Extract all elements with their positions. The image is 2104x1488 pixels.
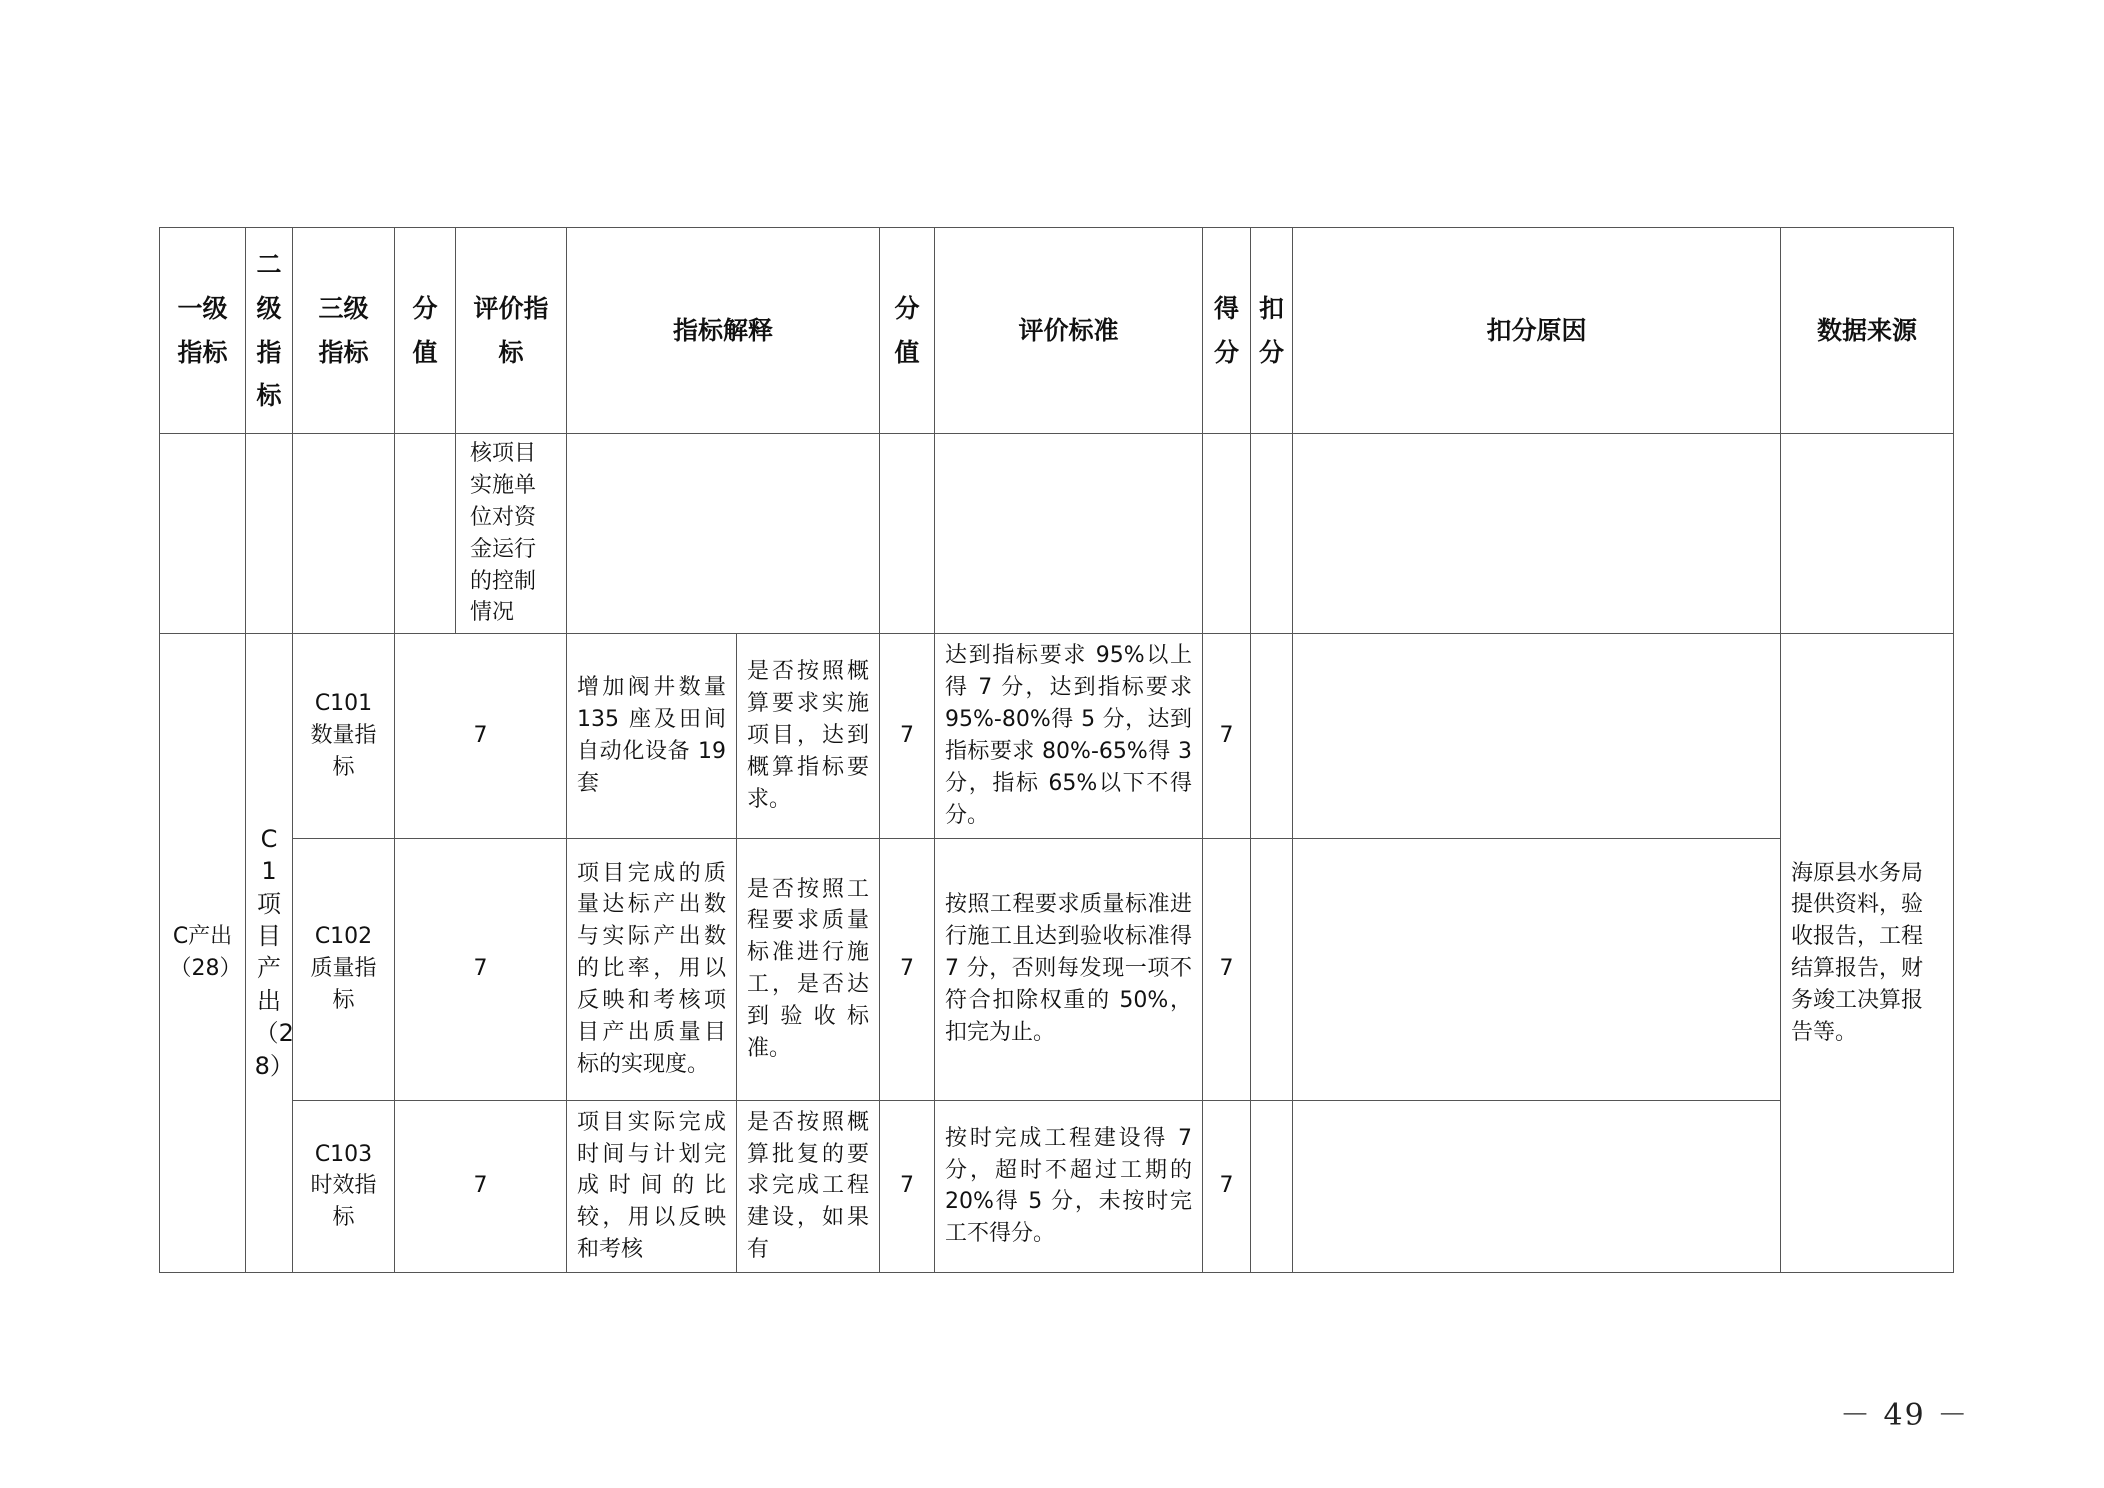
criteria-cell: 达到指标要求 95%以上得 7 分，达到指标要求 95%-80%得 5 分，达到指标要求 80%-65%得 3 分，指标 65%以下不得分。: [935, 634, 1203, 838]
level3-cell: C103时效指标: [293, 1100, 395, 1272]
standard-desc-cell: 是否按照工程要求质量标准进行施工，是否达到验收标准。: [737, 838, 880, 1100]
evaluation-table: [159, 227, 1954, 1273]
data-source-cell: 海原县水务局提供资料，验收报告，工程结算报告，财务竣工决算报告等。: [1781, 634, 1954, 1273]
header-eval-indicator: 评价指标: [456, 228, 567, 434]
header-level1: 一级指标: [160, 228, 246, 434]
deduct-cell: [1251, 838, 1293, 1100]
table-row: [160, 1100, 1954, 1272]
header-deduct: 扣分: [1251, 228, 1293, 434]
deduct-cell: [1251, 634, 1293, 838]
table-row: [160, 838, 1954, 1100]
criteria-cell: 按时完成工程建设得 7 分，超时不超过工期的 20%得 5 分，未按时完工不得分。: [935, 1100, 1203, 1272]
standard-desc-cell: 是否按照概算批复的要求完成工程建设，如果有: [737, 1100, 880, 1272]
gained-cell: 7: [1203, 838, 1251, 1100]
header-score: 分值: [395, 228, 456, 434]
deduct-reason-cell: [1293, 634, 1781, 838]
deduct-reason-cell: [1293, 838, 1781, 1100]
level3-cell: C101数量指标: [293, 634, 395, 838]
score-cell: 7: [395, 634, 567, 838]
header-deduct-reason: 扣分原因: [1293, 228, 1781, 434]
header-level2: 二级指标: [246, 228, 293, 434]
level3-cell: C102质量指标: [293, 838, 395, 1100]
level2-cell: C1项目产出（28）: [246, 634, 293, 1273]
header-level3: 三级指标: [293, 228, 395, 434]
standard-desc-cell: 是否按照概算要求实施项目，达到概算指标要求。: [737, 634, 880, 838]
header-data-source: 数据来源: [1781, 228, 1954, 434]
score2-cell: 7: [880, 1100, 935, 1272]
score2-cell: 7: [880, 634, 935, 838]
table-row: [160, 634, 1954, 838]
header-row: [160, 228, 1954, 434]
header-eval-standard: 评价标准: [935, 228, 1203, 434]
page-number: － 49 －: [1840, 1398, 1970, 1433]
level1-cell: C产出（28）: [160, 634, 246, 1273]
score2-cell: 7: [880, 838, 935, 1100]
score-cell: 7: [395, 838, 567, 1100]
continuation-row: [160, 434, 1954, 634]
eval-indicator-cell: 核项目实施单位对资金运行的控制情况: [456, 434, 567, 634]
explain-cell: 项目完成的质量达标产出数与实际产出数的比率，用以反映和考核项目产出质量目标的实现度。: [567, 838, 737, 1100]
deduct-reason-cell: [1293, 1100, 1781, 1272]
explain-cell: 增加阀井数量 135 座及田间自动化设备 19 套: [567, 634, 737, 838]
score-cell: 7: [395, 1100, 567, 1272]
gained-cell: 7: [1203, 1100, 1251, 1272]
deduct-cell: [1251, 1100, 1293, 1272]
header-indicator-explain: 指标解释: [567, 228, 880, 434]
gained-cell: 7: [1203, 634, 1251, 838]
header-score2: 分值: [880, 228, 935, 434]
explain-cell: 项目实际完成时间与计划完成时间的比较，用以反映和考核: [567, 1100, 737, 1272]
header-gained: 得分: [1203, 228, 1251, 434]
criteria-cell: 按照工程要求质量标准进行施工且达到验收标准得 7 分，否则每发现一项不符合扣除权重的 50%，扣完为止。: [935, 838, 1203, 1100]
